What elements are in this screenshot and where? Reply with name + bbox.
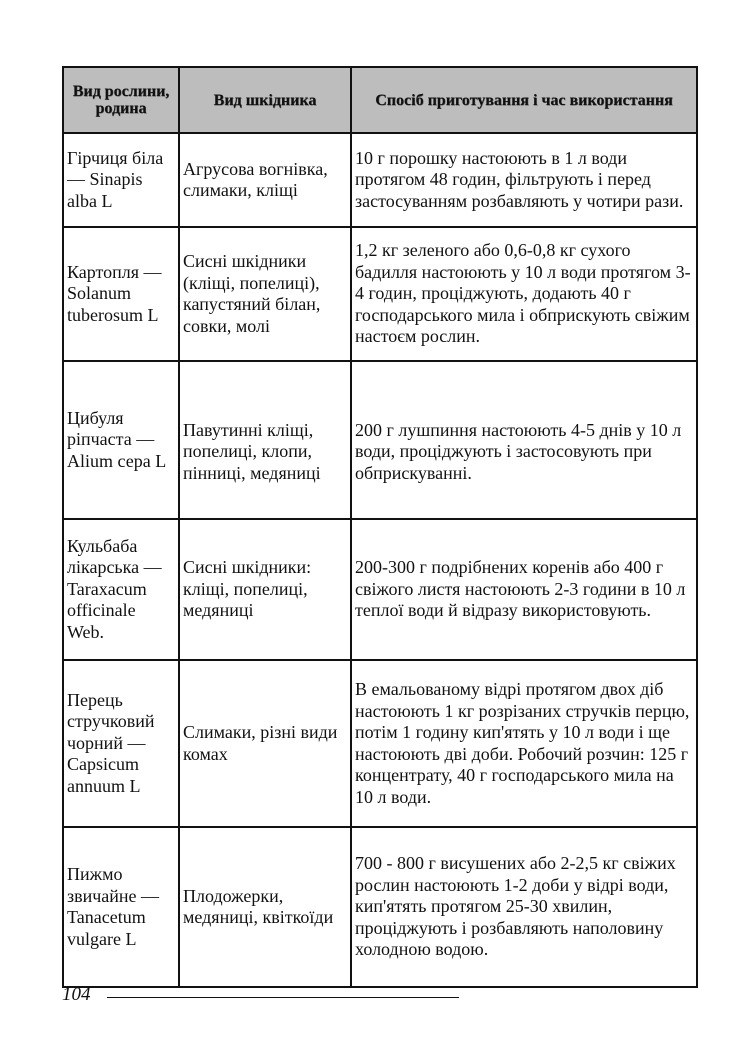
- pest-cell: Плодожерки, медяниці, квіткоїди: [179, 827, 351, 987]
- method-cell: 1,2 кг зеленого або 0,6-0,8 кг сухого бадилля настоюють у 10 л води протягом 3-4 годин, проціджують, додають 40 г господарського мила і обприскують свіжим настоєм рослин.: [351, 227, 697, 361]
- table-row: [63, 361, 697, 519]
- page-number: 104: [62, 984, 91, 1005]
- table-row: [63, 827, 697, 987]
- plant-cell: Цибуля ріпчаста — Alium сера L: [63, 361, 179, 519]
- method-cell: В емальованому відрі протягом двох діб настоюють 1 кг розрізаних стручків перцю, потім 1 годину кип'ятять у 10 л води і ще настоюють дві доби. Робочий розчин: 125 г концентрату, 40 г господарського мила на 10 л води.: [351, 660, 697, 827]
- page-footer: [62, 984, 459, 1006]
- method-cell: 200 г лушпиння настоюють 4-5 днів у 10 л води, проціджують і застосовують при обприскуванні.: [351, 361, 697, 519]
- method-cell: 200-300 г подрібнених коренів або 400 г свіжого листя настоюють 2-3 години в 10 л теплої води й відразу використовують.: [351, 519, 697, 660]
- plant-cell: Перець стручковий чорний — Capsicum annuum L: [63, 660, 179, 827]
- footer-rule: [107, 997, 459, 998]
- pest-cell: Павутинні кліщі, попелиці, клопи, пінниці, медяниці: [179, 361, 351, 519]
- plant-cell: Картопля — Solanum tuberosum L: [63, 227, 179, 361]
- method-cell: 700 - 800 г висушених або 2-2,5 кг свіжих рослин настоюють 1-2 доби у відрі води, кип'ятять протягом 25-30 хвилин, проціджують і розбавляють наполовину холодною водою.: [351, 827, 697, 987]
- pest-cell: Слимаки, різні види комах: [179, 660, 351, 827]
- plant-cell: Кульбаба лікарська — Taraxacum officinale Web.: [63, 519, 179, 660]
- plant-cell: Пижмо звичайне — Tanacetum vulgare L: [63, 827, 179, 987]
- table-row: [63, 133, 697, 227]
- pest-cell: Сисні шкідники: кліщі, попелиці, медяниці: [179, 519, 351, 660]
- pest-cell: Сисні шкідники (кліщі, попелиці), капустяний білан, совки, молі: [179, 227, 351, 361]
- header-plant: Вид рослини, родина: [63, 67, 179, 133]
- method-cell: 10 г порошку настоюють в 1 л води протягом 48 годин, фільтрують і перед застосуванням розбавляють у чотири рази.: [351, 133, 697, 227]
- table-row: [63, 660, 697, 827]
- pest-control-table: [62, 66, 698, 988]
- table-row: [63, 227, 697, 361]
- table-row: [63, 519, 697, 660]
- plant-cell: Гірчиця біла — Sinapis alba L: [63, 133, 179, 227]
- pest-cell: Агрусова вогнівка, слимаки, кліщі: [179, 133, 351, 227]
- header-method: Спосіб приготування і час використання: [351, 67, 697, 133]
- header-pest: Вид шкідника: [179, 67, 351, 133]
- table-header-row: [63, 67, 697, 133]
